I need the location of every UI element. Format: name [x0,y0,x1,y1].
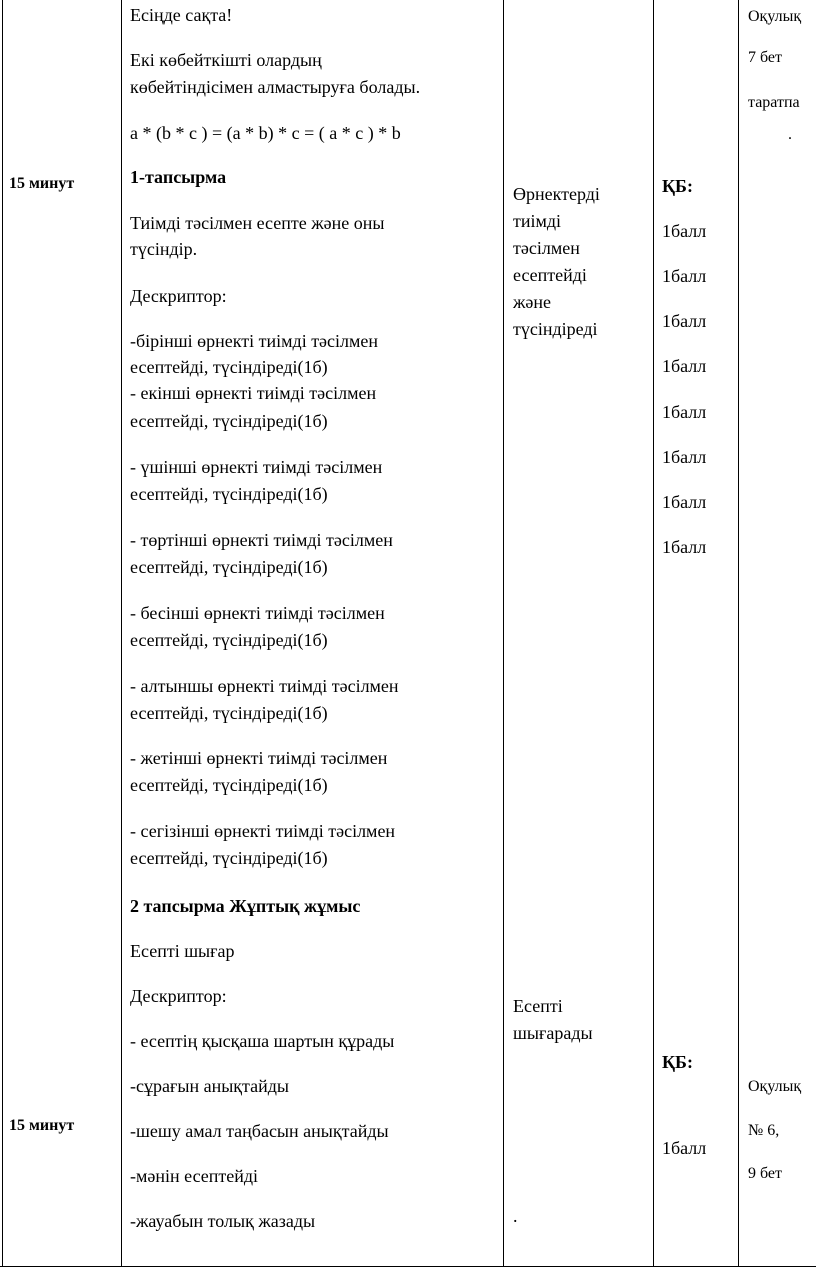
task2-title: 2 тапсырма Жұптық жұмыс [130,896,361,916]
task1-descriptor-4b: есептейді, түсіндіреді(1б) [130,557,328,577]
row2-expected-dot: . [513,1206,518,1226]
column-divider-assessment [738,0,739,1267]
task1-text-line-2: түсіндір. [130,239,198,259]
row1-score-4: 1балл [662,356,707,376]
row2-resource-number: № 6, [748,1122,780,1139]
task1-descriptor-4a: - төртінші өрнекті тиімді тәсілмен [130,530,393,550]
row1-time: 15 минут [9,175,75,192]
task1-descriptor-1a: -бірінші өрнекті тиімді тәсілмен [130,331,379,351]
task1-descriptor-8a: - сегізінші өрнекті тиімді тәсілмен [130,821,396,841]
row1-expected-2: тиімді [513,211,562,231]
task1-descriptor-6a: - алтыншы өрнекті тиімді тәсілмен [130,676,399,696]
column-divider-content [503,0,504,1267]
task2-descriptor-2: -сұрағын анықтайды [130,1076,290,1096]
task1-descriptor-2b: есептейді, түсіндіреді(1б) [130,411,328,431]
row1-expected-1: Өрнектерді [513,184,600,204]
row1-score-5: 1балл [662,402,707,422]
task1-title: 1-тапсырма [130,167,227,187]
row1-resource-handout: таратпа [748,94,800,111]
row1-expected-3: тәсілмен [513,238,580,258]
task1-descriptor-5b: есептейді, түсіндіреді(1б) [130,630,328,650]
row1-expected-6: түсіндіреді [513,319,598,339]
rule-line-2: көбейтіндісімен алмастыруға болады. [130,77,421,97]
task2-descriptor-5: -жауабын толық жазады [130,1211,316,1231]
task1-descriptor-3b: есептейді, түсіндіреді(1б) [130,484,328,504]
column-divider-expected [653,0,654,1267]
task2-descriptor-1: - есептің қысқаша шартын құрады [130,1031,395,1051]
task1-descriptor-6b: есептейді, түсіндіреді(1б) [130,703,328,723]
column-divider-time [121,0,122,1267]
row2-time: 15 минут [9,1117,75,1134]
row2-assessment-label: ҚБ: [662,1052,693,1072]
formula: a * (b * c ) = (a * b) * c = ( a * c ) * b [130,123,401,143]
task1-descriptor-3a: - үшінші өрнекті тиімді тәсілмен [130,457,383,477]
task1-descriptor-7a: - жетінші өрнекті тиімді тәсілмен [130,748,388,768]
row1-expected-5: және [513,292,552,312]
rule-line-1: Екі көбейткішті олардың [130,50,322,70]
row2-expected-1: Есепті [513,996,563,1016]
task2-descriptor-4: -мәнін есептейді [130,1166,259,1186]
row2-expected-2: шығарады [513,1023,593,1043]
row2-resource-textbook: Оқулық [748,1078,802,1095]
task1-descriptor-label: Дескриптор: [130,286,227,306]
task2-descriptor-label: Дескриптор: [130,986,227,1006]
task1-descriptor-1b: есептейді, түсіндіреді(1б) [130,357,328,377]
row1-expected-4: есептейді [513,265,587,285]
row1-score-6: 1балл [662,447,707,467]
row1-assessment-label: ҚБ: [662,176,693,196]
row2-score: 1балл [662,1138,707,1158]
task1-descriptor-7b: есептейді, түсіндіреді(1б) [130,775,328,795]
remember-heading: Есіңде сақта! [130,5,233,25]
table-border-left [2,0,3,1267]
task2-descriptor-3: -шешу амал таңбасын анықтайды [130,1121,389,1141]
row1-resource-page: 7 бет [748,49,783,66]
row1-score-2: 1балл [662,266,707,286]
row1-resource-textbook: Оқулық [748,8,802,25]
task1-descriptor-5a: - бесінші өрнекті тиімді тәсілмен [130,603,385,623]
row2-resource-page: 9 бет [748,1165,783,1182]
task1-text-line-1: Тиімді тәсілмен есепте және оны [130,213,385,233]
row1-score-1: 1балл [662,221,707,241]
table-border-bottom [0,1266,816,1267]
task1-descriptor-8b: есептейді, түсіндіреді(1б) [130,848,328,868]
row1-score-8: 1балл [662,537,707,557]
row1-score-7: 1балл [662,492,707,512]
row1-resource-dot: . [788,126,792,143]
row1-score-3: 1балл [662,311,707,331]
task2-text: Есепті шығар [130,941,235,961]
task1-descriptor-2a: - екінші өрнекті тиімді тәсілмен [130,383,377,403]
